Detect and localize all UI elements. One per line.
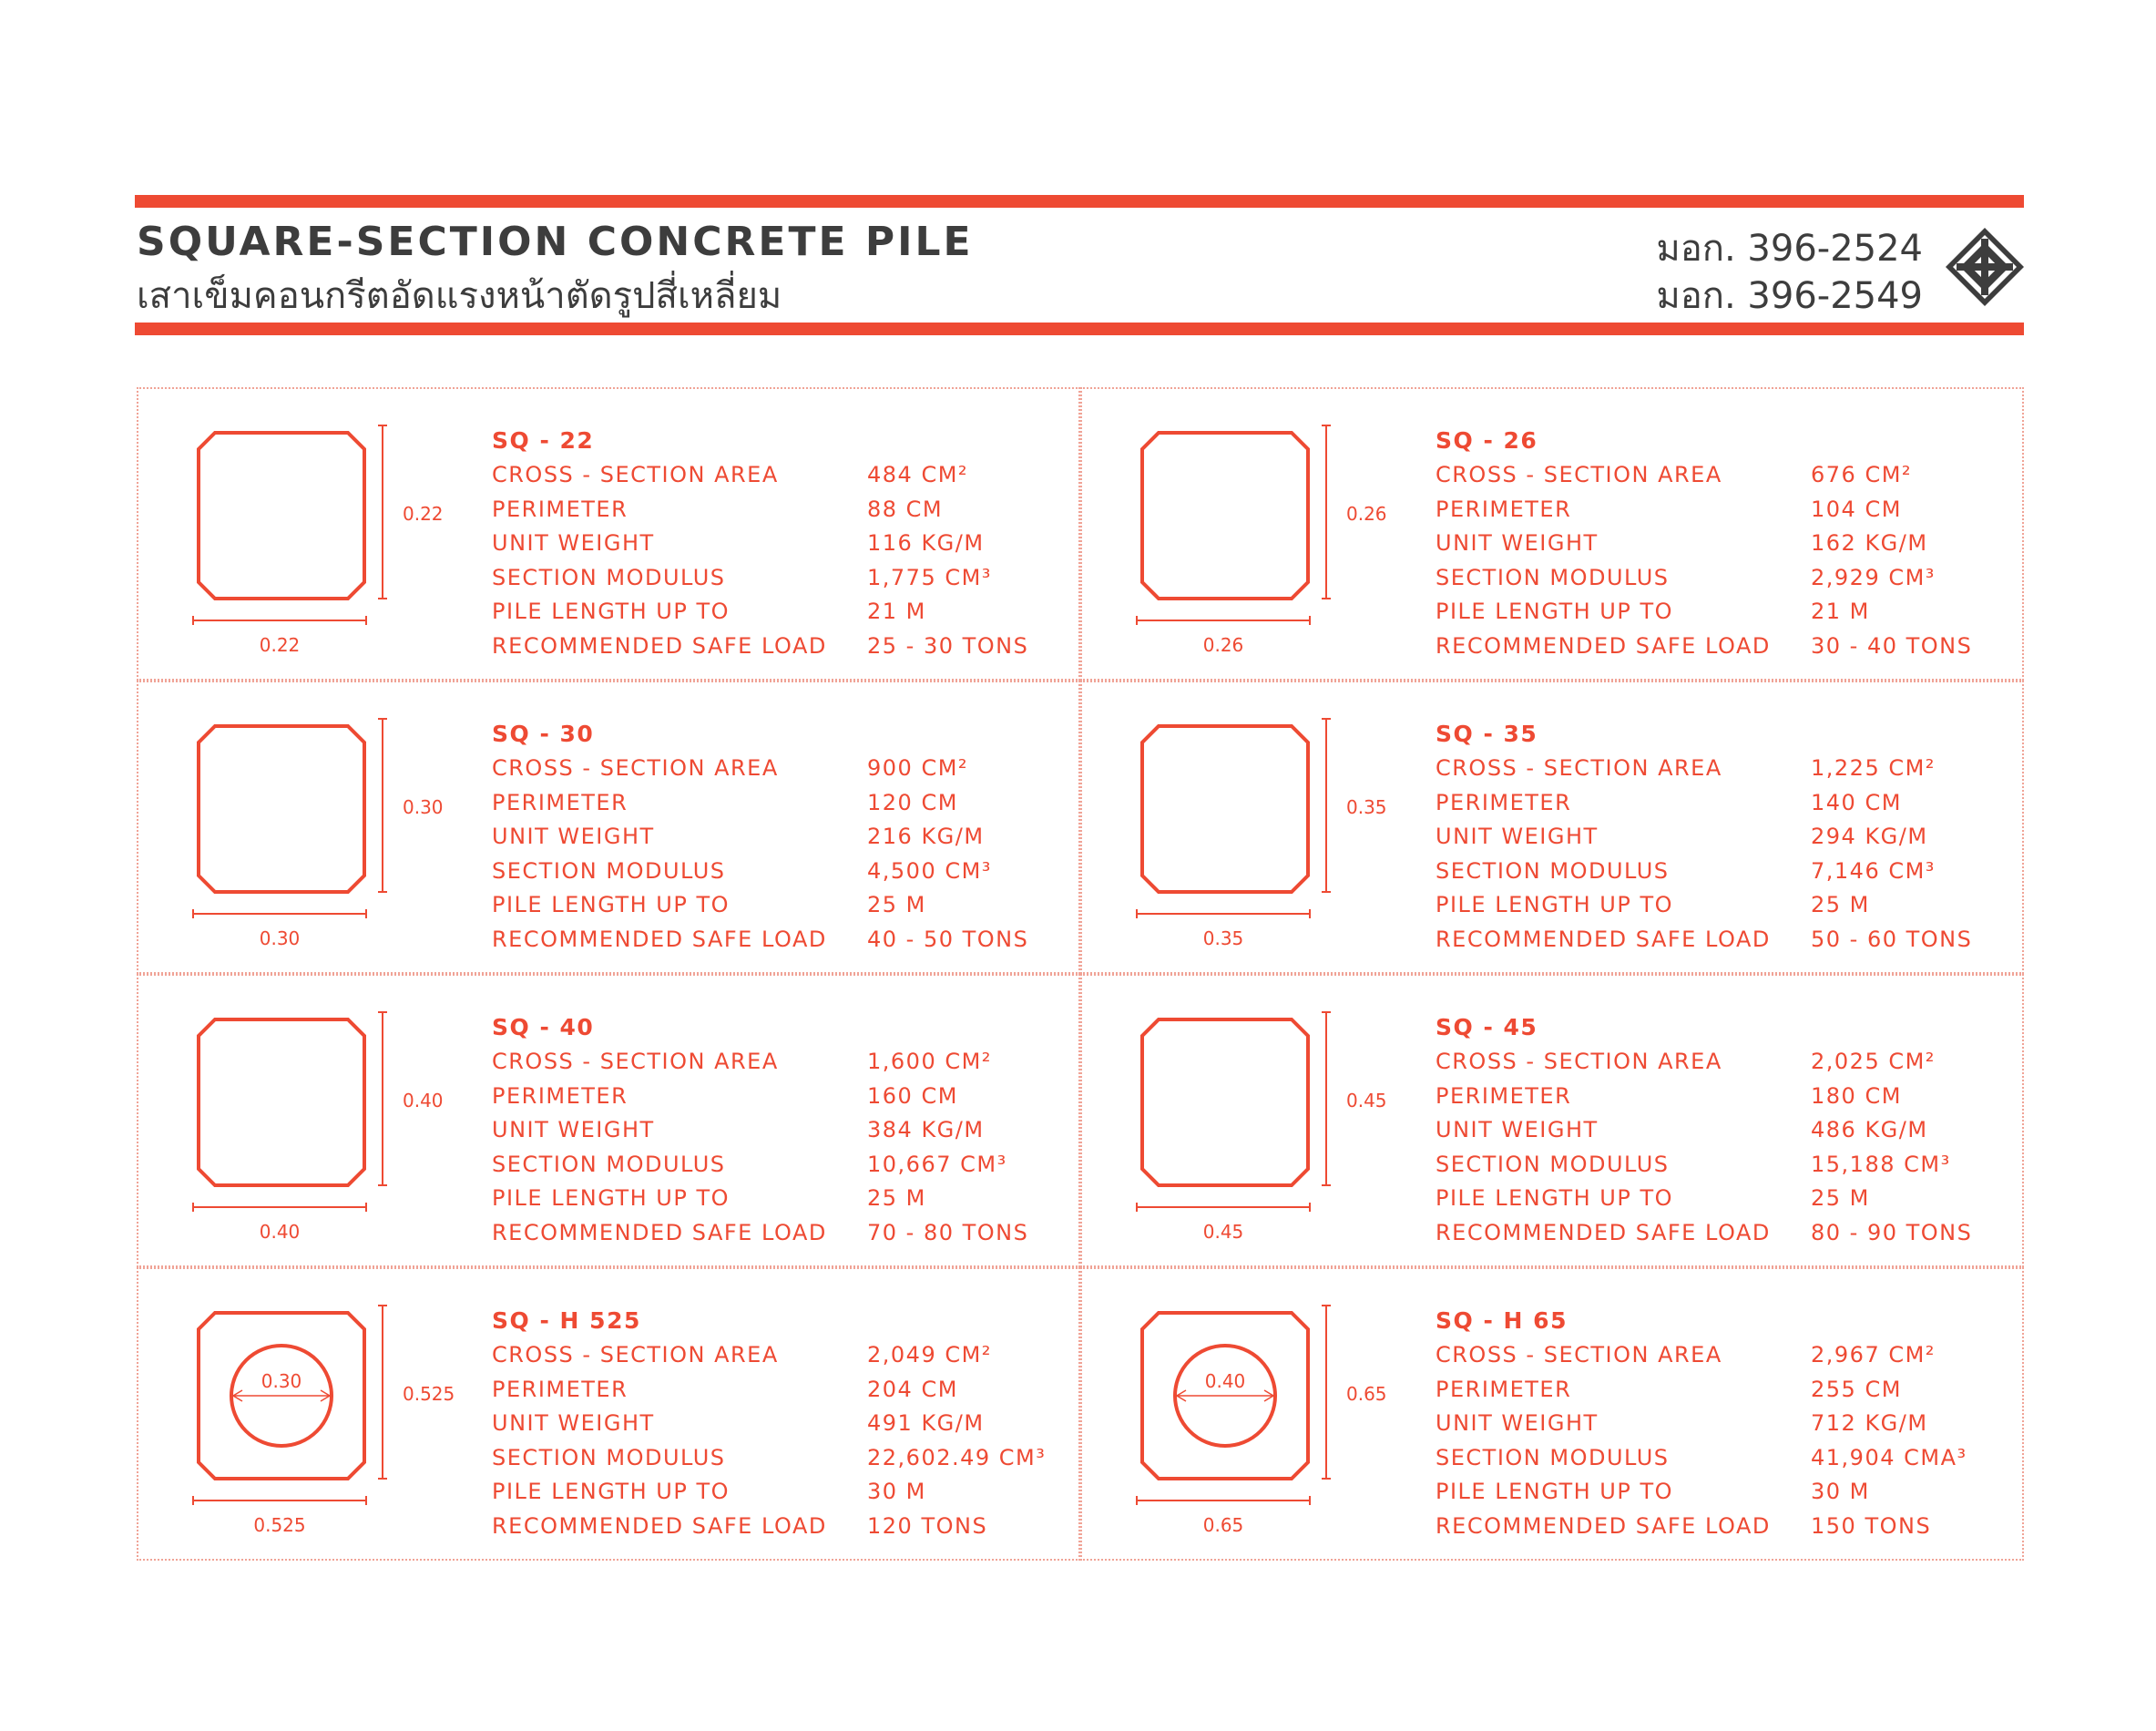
spec-label: RECOMMENDED SAFE LOAD [1436, 632, 1771, 659]
page-subtitle-thai: เสาเข็มคอนกรีตอัดแรงหน้าตัดรูปสี่เหลี่ยม [137, 275, 782, 317]
width-label: 0.30 [259, 927, 301, 949]
pile-square-outline [1142, 433, 1308, 599]
pile-card-sq-22 [137, 387, 1080, 681]
spec-row-weight [1436, 1113, 2000, 1148]
spec-value: 712 KG/M [1811, 1410, 1928, 1437]
height-label: 0.22 [403, 503, 444, 525]
width-dimension [1137, 1496, 1310, 1505]
spec-row-modulus [1436, 1148, 2000, 1183]
spec-label: UNIT WEIGHT [492, 1117, 655, 1143]
spec-row-length [1436, 595, 2000, 630]
spec-label: RECOMMENDED SAFE LOAD [1436, 926, 1771, 952]
spec-row-length [1436, 888, 2000, 923]
spec-list [492, 717, 1057, 958]
spec-label: CROSS - SECTION AREA [1436, 462, 1722, 487]
pile-section-drawing [1137, 1012, 1446, 1249]
spec-row-perimeter [1436, 786, 2000, 821]
width-label: 0.35 [1202, 927, 1244, 949]
spec-value: 25 M [867, 892, 926, 918]
spec-label: PERIMETER [1436, 1082, 1572, 1109]
spec-value: 104 CM [1811, 496, 1902, 522]
pile-section-drawing [193, 1306, 503, 1542]
height-dimension [378, 1306, 387, 1479]
height-dimension [1322, 719, 1331, 892]
pile-section-drawing [193, 1012, 503, 1249]
page-title: SQUARE-SECTION CONCRETE PILE [137, 219, 974, 265]
height-label: 0.26 [1346, 503, 1387, 525]
spec-label: PERIMETER [492, 1082, 628, 1109]
spec-label: PERIMETER [492, 789, 628, 815]
hollow-core [231, 1346, 332, 1446]
spec-label: PILE LENGTH UP TO [492, 1185, 730, 1212]
model-name: SQ - 35 [1436, 721, 1538, 747]
spec-row-modulus [1436, 855, 2000, 889]
spec-value: 30 M [867, 1479, 926, 1505]
pile-spec-grid [137, 387, 2024, 1561]
spec-label: RECOMMENDED SAFE LOAD [492, 1219, 827, 1245]
header-bottom-rule [135, 323, 2024, 335]
spec-value: 1,225 CM² [1811, 755, 1936, 781]
spec-list [1436, 1304, 2000, 1544]
pile-card-sq-30 [137, 681, 1080, 974]
spec-row-modulus [1436, 1441, 2000, 1476]
spec-list [1436, 424, 2000, 664]
spec-row-length [492, 888, 1057, 923]
pile-card-sq-26 [1080, 387, 2024, 681]
spec-label: CROSS - SECTION AREA [1436, 1049, 1722, 1074]
spec-row-perimeter [1436, 1373, 2000, 1408]
spec-value: 88 CM [867, 496, 944, 522]
spec-row-weight [492, 820, 1057, 855]
spec-row-weight [492, 1407, 1057, 1441]
spec-value: 116 KG/M [867, 530, 985, 557]
spec-label: RECOMMENDED SAFE LOAD [1436, 1219, 1771, 1245]
height-dimension [1322, 1306, 1331, 1479]
height-label: 0.45 [1346, 1090, 1387, 1111]
spec-row-area [492, 1338, 1057, 1373]
spec-row-perimeter [1436, 493, 2000, 527]
spec-value: 25 M [867, 1185, 926, 1212]
spec-value: 160 CM [867, 1082, 958, 1109]
hollow-diameter-label: 0.40 [1204, 1370, 1246, 1392]
pile-section-drawing [193, 719, 503, 956]
spec-label: SECTION MODULUS [1436, 564, 1670, 590]
spec-label: PERIMETER [1436, 789, 1572, 815]
spec-row-length [492, 1475, 1057, 1510]
spec-row-area [492, 1045, 1057, 1080]
spec-label: CROSS - SECTION AREA [492, 462, 779, 487]
standard-code-2: มอก. 396-2549 [1656, 275, 1923, 317]
pile-section-drawing [1137, 1306, 1446, 1542]
height-label: 0.65 [1346, 1383, 1387, 1405]
header-top-rule [135, 195, 2024, 208]
spec-row-load [492, 1216, 1057, 1251]
spec-row-weight [1436, 1407, 2000, 1441]
spec-row-modulus [492, 561, 1057, 596]
width-dimension [193, 909, 366, 918]
spec-value: 255 CM [1811, 1376, 1902, 1402]
spec-value: 384 KG/M [867, 1117, 985, 1143]
width-dimension [1137, 909, 1310, 918]
spec-value: 21 M [867, 599, 926, 625]
spec-row-area [492, 458, 1057, 493]
spec-label: CROSS - SECTION AREA [492, 1049, 779, 1074]
spec-row-perimeter [1436, 1080, 2000, 1114]
spec-label: UNIT WEIGHT [492, 530, 655, 557]
spec-label: CROSS - SECTION AREA [1436, 1342, 1722, 1367]
spec-label: UNIT WEIGHT [1436, 824, 1599, 850]
spec-row-perimeter [492, 493, 1057, 527]
spec-label: PERIMETER [492, 1376, 628, 1402]
spec-value: 40 - 50 TONS [867, 926, 1029, 952]
spec-row-weight [1436, 820, 2000, 855]
spec-row-perimeter [492, 786, 1057, 821]
spec-label: UNIT WEIGHT [492, 824, 655, 850]
hollow-diameter-label: 0.30 [261, 1370, 302, 1392]
spec-row-perimeter [492, 1373, 1057, 1408]
model-name: SQ - 22 [492, 427, 595, 454]
spec-row-load [492, 1510, 1057, 1544]
spec-label: PILE LENGTH UP TO [492, 892, 730, 918]
width-label: 0.22 [259, 634, 301, 656]
spec-value: 676 CM² [1811, 462, 1913, 487]
pile-section-drawing [1137, 719, 1446, 956]
width-label: 0.45 [1202, 1221, 1244, 1243]
spec-row-area [1436, 458, 2000, 493]
model-name: SQ - 40 [492, 1014, 595, 1040]
spec-list [492, 424, 1057, 664]
spec-label: PERIMETER [1436, 496, 1572, 522]
spec-row-area [1436, 1338, 2000, 1373]
height-label: 0.525 [403, 1383, 455, 1405]
spec-row-modulus [492, 1441, 1057, 1476]
spec-row-modulus [492, 1148, 1057, 1183]
spec-row-area [1436, 1045, 2000, 1080]
spec-value: 140 CM [1811, 789, 1902, 815]
width-dimension [1137, 1203, 1310, 1212]
spec-row-area [1436, 752, 2000, 786]
spec-value: 41,904 CMA³ [1811, 1444, 1967, 1470]
spec-value: 25 M [1811, 1185, 1870, 1212]
pile-card-sq-35 [1080, 681, 2024, 974]
spec-label: CROSS - SECTION AREA [1436, 755, 1722, 781]
spec-value: 2,049 CM² [867, 1342, 992, 1367]
height-label: 0.30 [403, 796, 444, 818]
spec-row-perimeter [492, 1080, 1057, 1114]
tisi-standard-mark-icon [1944, 226, 2026, 308]
spec-row-load [1436, 1510, 2000, 1544]
spec-value: 21 M [1811, 599, 1870, 625]
spec-value: 216 KG/M [867, 824, 985, 850]
hollow-core [1175, 1346, 1275, 1446]
spec-value: 1,775 CM³ [867, 564, 992, 590]
spec-label: PILE LENGTH UP TO [492, 1479, 730, 1505]
model-name: SQ - 26 [1436, 427, 1538, 454]
spec-label: UNIT WEIGHT [1436, 530, 1599, 557]
spec-value: 2,025 CM² [1811, 1049, 1936, 1074]
spec-label: PERIMETER [1436, 1376, 1572, 1402]
spec-value: 25 M [1811, 892, 1870, 918]
spec-row-load [492, 923, 1057, 958]
spec-label: SECTION MODULUS [492, 564, 726, 590]
spec-label: SECTION MODULUS [492, 1444, 726, 1470]
pile-card-sq-45 [1080, 974, 2024, 1267]
spec-value: 1,600 CM² [867, 1049, 992, 1074]
pile-square-outline [199, 1019, 364, 1185]
spec-row-length [1436, 1182, 2000, 1216]
spec-row-load [1436, 923, 2000, 958]
spec-row-weight [492, 527, 1057, 561]
spec-list [492, 1010, 1057, 1251]
width-dimension [193, 1496, 366, 1505]
spec-row-load [1436, 1216, 2000, 1251]
width-label: 0.525 [253, 1514, 306, 1536]
pile-square-outline [199, 433, 364, 599]
model-name: SQ - H 525 [492, 1307, 641, 1334]
spec-value: 4,500 CM³ [867, 857, 992, 884]
spec-label: SECTION MODULUS [1436, 1151, 1670, 1177]
model-name: SQ - 45 [1436, 1014, 1538, 1040]
spec-value: 25 - 30 TONS [867, 632, 1029, 659]
spec-value: 7,146 CM³ [1811, 857, 1936, 884]
height-label: 0.40 [403, 1090, 444, 1111]
spec-label: UNIT WEIGHT [492, 1410, 655, 1437]
spec-value: 900 CM² [867, 755, 969, 781]
spec-row-modulus [492, 855, 1057, 889]
pile-square-outline [1142, 726, 1308, 892]
height-dimension [378, 1012, 387, 1185]
height-dimension [378, 719, 387, 892]
spec-label: PILE LENGTH UP TO [1436, 599, 1673, 625]
spec-value: 486 KG/M [1811, 1117, 1928, 1143]
pile-section-drawing [193, 425, 503, 662]
spec-row-length [1436, 1475, 2000, 1510]
pile-card-sq-h-525 [137, 1267, 1080, 1561]
spec-value: 484 CM² [867, 462, 969, 487]
pile-card-sq-40 [137, 974, 1080, 1267]
spec-label: PILE LENGTH UP TO [492, 599, 730, 625]
spec-label: CROSS - SECTION AREA [492, 755, 779, 781]
width-label: 0.65 [1202, 1514, 1244, 1536]
spec-value: 80 - 90 TONS [1811, 1219, 1973, 1245]
spec-value: 70 - 80 TONS [867, 1219, 1029, 1245]
spec-label: PILE LENGTH UP TO [1436, 1479, 1673, 1505]
spec-value: 491 KG/M [867, 1410, 985, 1437]
spec-row-weight [492, 1113, 1057, 1148]
spec-value: 30 - 40 TONS [1811, 632, 1973, 659]
spec-value: 204 CM [867, 1376, 958, 1402]
spec-label: RECOMMENDED SAFE LOAD [492, 1512, 827, 1539]
spec-list [492, 1304, 1057, 1544]
width-dimension [193, 616, 366, 625]
model-name: SQ - H 65 [1436, 1307, 1568, 1334]
spec-value: 30 M [1811, 1479, 1870, 1505]
width-dimension [193, 1203, 366, 1212]
width-label: 0.26 [1202, 634, 1244, 656]
height-dimension [1322, 425, 1331, 599]
width-dimension [1137, 616, 1310, 625]
model-name: SQ - 30 [492, 721, 595, 747]
spec-value: 2,929 CM³ [1811, 564, 1936, 590]
spec-label: PERIMETER [492, 496, 628, 522]
spec-value: 15,188 CM³ [1811, 1151, 1951, 1177]
spec-label: SECTION MODULUS [1436, 857, 1670, 884]
height-dimension [378, 425, 387, 599]
spec-value: 50 - 60 TONS [1811, 926, 1973, 952]
pile-card-sq-h-65 [1080, 1267, 2024, 1561]
spec-label: SECTION MODULUS [492, 857, 726, 884]
spec-row-modulus [1436, 561, 2000, 596]
spec-label: UNIT WEIGHT [1436, 1117, 1599, 1143]
spec-value: 120 CM [867, 789, 958, 815]
spec-row-length [492, 1182, 1057, 1216]
standard-code-1: มอก. 396-2524 [1656, 228, 1923, 270]
spec-label: RECOMMENDED SAFE LOAD [492, 632, 827, 659]
spec-value: 120 TONS [867, 1512, 988, 1539]
spec-list [1436, 1010, 2000, 1251]
spec-label: CROSS - SECTION AREA [492, 1342, 779, 1367]
spec-label: PILE LENGTH UP TO [1436, 1185, 1673, 1212]
spec-value: 294 KG/M [1811, 824, 1928, 850]
spec-label: SECTION MODULUS [1436, 1444, 1670, 1470]
spec-value: 2,967 CM² [1811, 1342, 1936, 1367]
pile-section-drawing [1137, 425, 1446, 662]
spec-row-load [1436, 630, 2000, 664]
spec-value: 10,667 CM³ [867, 1151, 1007, 1177]
height-label: 0.35 [1346, 796, 1387, 818]
spec-label: SECTION MODULUS [492, 1151, 726, 1177]
spec-row-length [492, 595, 1057, 630]
spec-label: UNIT WEIGHT [1436, 1410, 1599, 1437]
spec-row-area [492, 752, 1057, 786]
spec-value: 180 CM [1811, 1082, 1902, 1109]
pile-square-outline [199, 726, 364, 892]
spec-label: RECOMMENDED SAFE LOAD [1436, 1512, 1771, 1539]
pile-square-outline [1142, 1019, 1308, 1185]
spec-label: PILE LENGTH UP TO [1436, 892, 1673, 918]
spec-row-load [492, 630, 1057, 664]
spec-list [1436, 717, 2000, 958]
spec-value: 150 TONS [1811, 1512, 1932, 1539]
height-dimension [1322, 1012, 1331, 1185]
spec-row-weight [1436, 527, 2000, 561]
spec-value: 162 KG/M [1811, 530, 1928, 557]
spec-label: RECOMMENDED SAFE LOAD [492, 926, 827, 952]
width-label: 0.40 [259, 1221, 301, 1243]
spec-value: 22,602.49 CM³ [867, 1444, 1047, 1470]
